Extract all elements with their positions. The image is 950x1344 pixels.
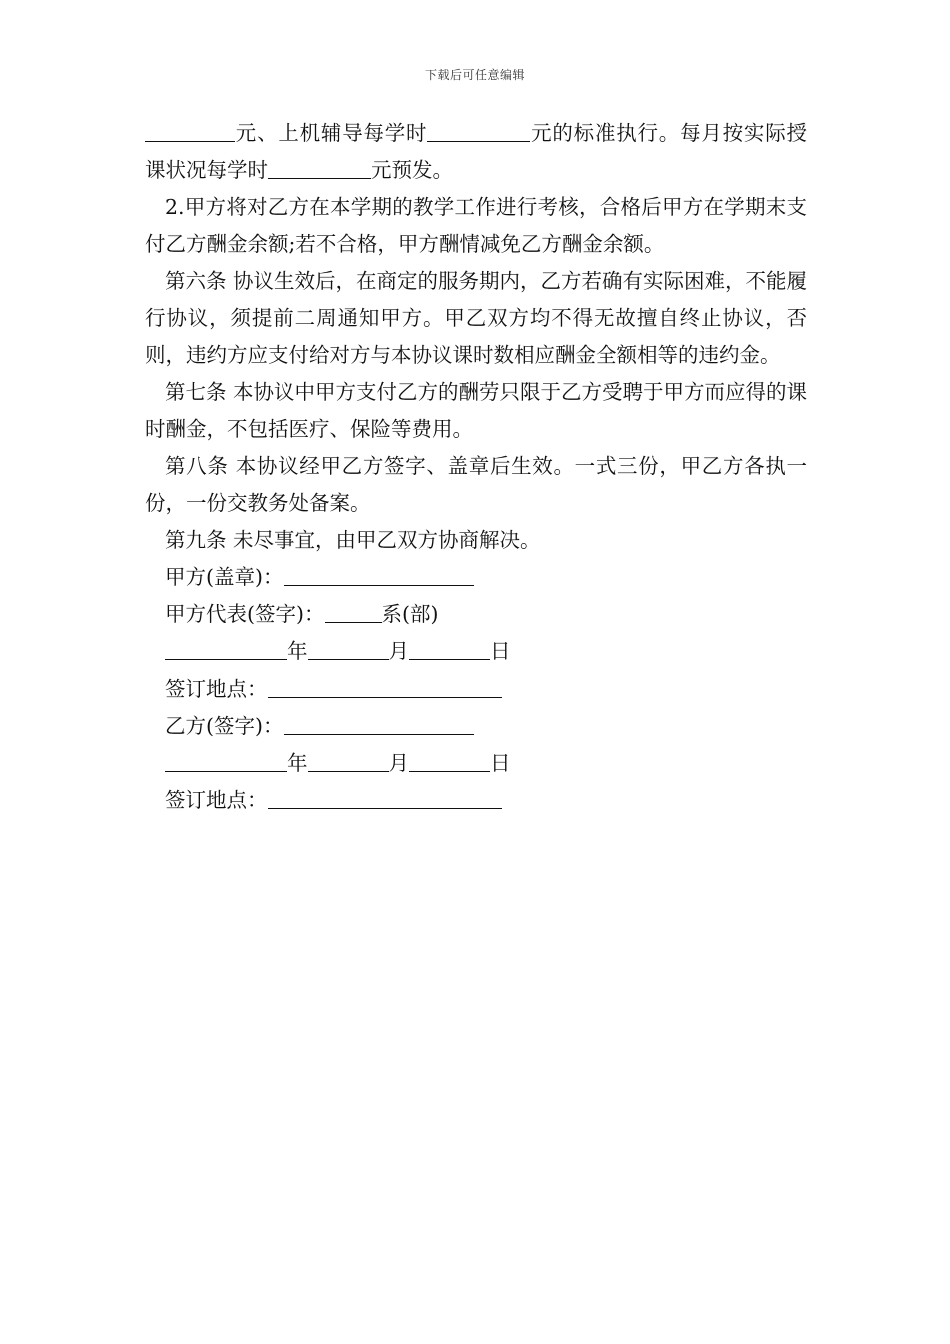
article-eight-paragraph: 第八条 本协议经甲乙方签字、盖章后生效。一式三份，甲乙方各执一份，一份交教务处备案。 [145,454,807,515]
blank-field [145,121,235,143]
party-b-place-line: 签订地点： [145,782,807,819]
blank-field [268,676,502,698]
party-a-seal-line: 甲方(盖章)： [145,559,807,596]
party-b-sign-line: 乙方(签字)： [145,708,807,745]
party-b-date-line: 年 月 日 [145,745,807,782]
party-a-place-line: 签订地点： [145,671,807,708]
blank-field [284,565,474,587]
blank-field [284,713,474,735]
blank-field [268,788,502,810]
payment-standard-paragraph: 元、上机辅导每学时 元的标准执行。每月按实际授课状况每学时 元预发。 [145,121,808,182]
signature-block [145,559,807,819]
assessment-paragraph: 2.甲方将对乙方在本学期的教学工作进行考核，合格后甲方在学期末支付乙方酬金余额;若不合格，甲方酬情减免乙方酬金余额。 [145,195,807,256]
blank-field [409,639,490,661]
party-a-representative-line: 甲方代表(签字)： 系(部) [165,602,439,627]
blank-field [427,121,530,143]
article-nine-paragraph: 第九条 未尽事宜，由甲乙双方协商解决。 [165,528,541,552]
page-header: 下载后可任意编辑 [424,68,525,82]
blank-field [409,751,490,773]
blank-field [325,602,382,624]
party-a-date-line: 年 月 日 [145,633,807,670]
blank-field [165,751,287,773]
article-seven-paragraph: 第七条 本协议中甲方支付乙方的酬劳只限于乙方受聘于甲方而应得的课时酬金，不包括医疗、保险等费用。 [145,380,808,441]
blank-field [165,639,287,661]
blank-field [308,639,389,661]
blank-field [308,751,389,773]
article-six-paragraph: 第六条 协议生效后，在商定的服务期内，乙方若确有实际困难，不能履行协议，须提前二周通知甲方。甲乙双方均不得无故擅自终止协议，否则，违约方应支付给对方与本协议课时数相应酬金全额相等的违约金。 [145,269,808,367]
document-body [145,115,807,819]
blank-field [268,158,371,180]
